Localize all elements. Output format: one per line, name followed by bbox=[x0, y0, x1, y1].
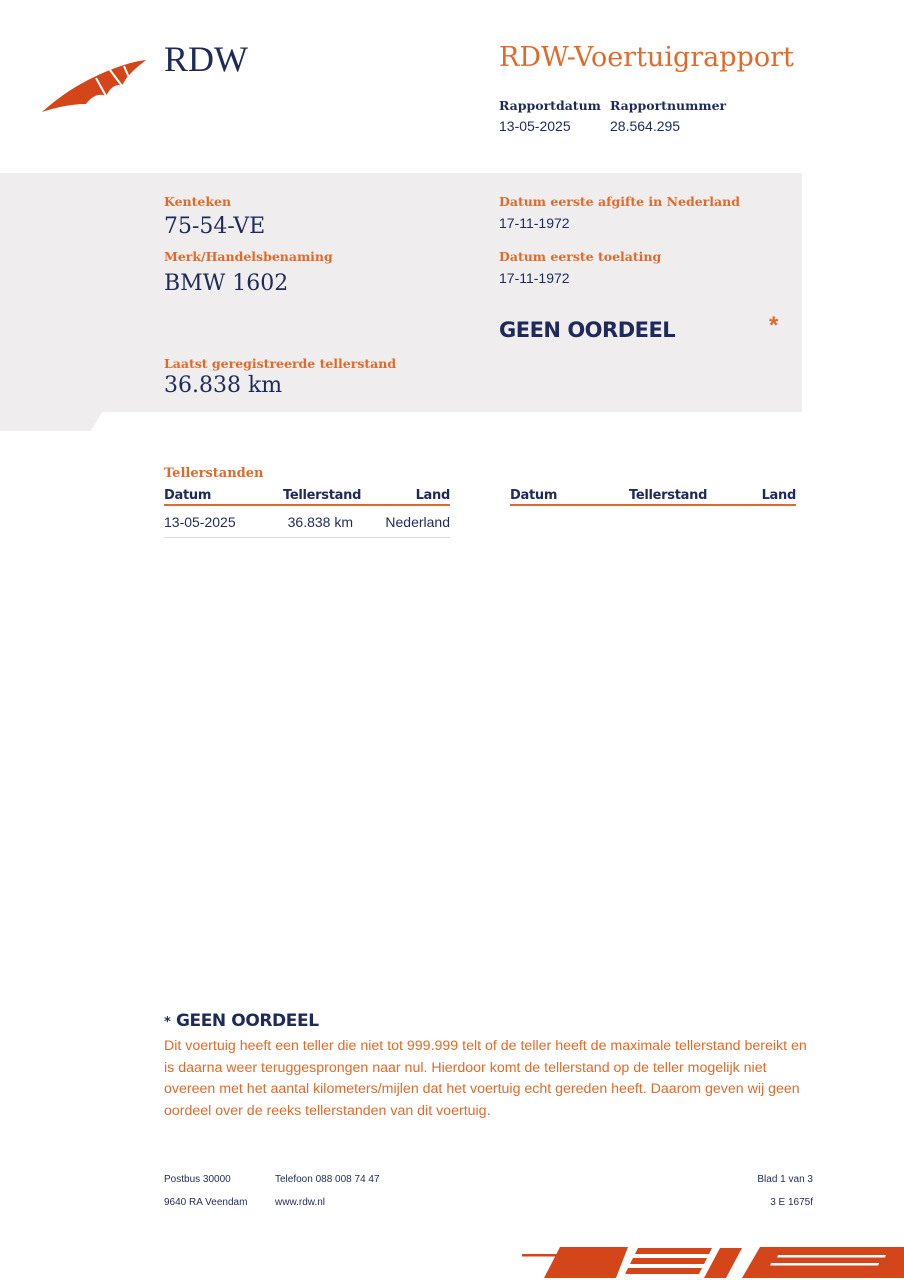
afgifte-value: 17-11-1972 bbox=[499, 215, 570, 231]
rapportnummer-label: Rapportnummer bbox=[610, 98, 727, 113]
brand-name: RDW bbox=[164, 39, 248, 79]
cell-land: Nederland bbox=[385, 514, 450, 530]
rapportdatum-label: Rapportdatum bbox=[499, 98, 601, 113]
footer-postbus: Postbus 30000 bbox=[164, 1174, 231, 1185]
col-header-tellerstand-2: Tellerstand bbox=[629, 488, 708, 503]
tellerstanden-title: Tellerstanden bbox=[164, 466, 264, 481]
col-header-land-2: Land bbox=[761, 488, 796, 503]
col-header-tellerstand: Tellerstand bbox=[283, 488, 362, 503]
verdict-text: GEEN OORDEEL bbox=[499, 318, 676, 342]
rdw-wing-logo-icon bbox=[40, 58, 148, 114]
panel-tab bbox=[0, 411, 103, 431]
table-header-rule-2 bbox=[510, 504, 796, 506]
merk-label: Merk/Handelsbenaming bbox=[164, 249, 333, 264]
cell-tellerstand: 36.838 km bbox=[287, 514, 353, 530]
toelating-label: Datum eerste toelating bbox=[499, 249, 662, 264]
footnote-marker: * bbox=[164, 1015, 171, 1030]
rapportdatum-value: 13-05-2025 bbox=[499, 118, 571, 134]
kenteken-label: Kenteken bbox=[164, 194, 232, 209]
col-header-datum-2: Datum bbox=[510, 488, 558, 503]
footer-plaats: 9640 RA Veendam bbox=[164, 1197, 248, 1208]
verdict-asterisk: * bbox=[769, 312, 779, 339]
tellerstand-value: 36.838 km bbox=[164, 373, 283, 398]
footer-telefoon: Telefoon 088 008 74 47 bbox=[275, 1174, 380, 1185]
footer-page-number: Blad 1 van 3 bbox=[757, 1174, 813, 1185]
tellerstand-label: Laatst geregistreerde tellerstand bbox=[164, 356, 397, 371]
kenteken-value: 75-54-VE bbox=[164, 214, 266, 239]
report-title: RDW-Voertuigrapport bbox=[499, 42, 794, 73]
rapportnummer-value: 28.564.295 bbox=[610, 118, 681, 134]
footer-code: 3 E 1675f bbox=[770, 1197, 813, 1208]
cell-datum: 13-05-2025 bbox=[164, 514, 236, 530]
footnote-text: Dit voertuig heeft een teller die niet tot 999.999 telt of de teller heeft de maximale tellerstand bereikt en is daarna weer teruggesprongen naar nul. Hierdoor komt de tellerstand op de teller mogelijk niet overeen met het aantal kilometers/mijlen dat het voertuig echt gereden heeft. Daarom geven wij geen oordeel over de reeks tellerstanden van dit voertuig. bbox=[164, 1038, 807, 1119]
footnote-title bbox=[164, 1011, 319, 1031]
merk-value: BMW 1602 bbox=[164, 271, 289, 296]
afgifte-label: Datum eerste afgifte in Nederland bbox=[499, 194, 740, 209]
toelating-value: 17-11-1972 bbox=[499, 270, 570, 286]
table-row-rule bbox=[164, 537, 450, 538]
col-header-datum: Datum bbox=[164, 488, 212, 503]
footnote-title-text: GEEN OORDEEL bbox=[175, 1011, 319, 1031]
col-header-land: Land bbox=[415, 488, 450, 503]
table-header-rule bbox=[164, 504, 450, 506]
footer-website[interactable]: www.rdw.nl bbox=[275, 1197, 326, 1208]
rdw-stripe-graphic-icon bbox=[520, 1244, 904, 1280]
